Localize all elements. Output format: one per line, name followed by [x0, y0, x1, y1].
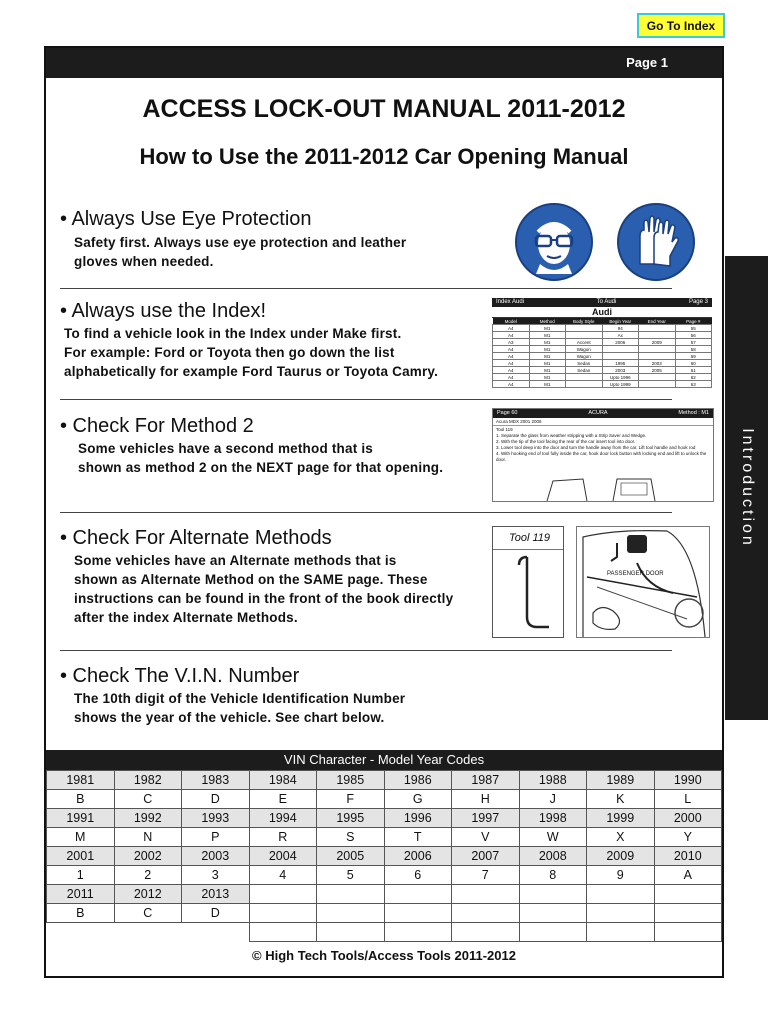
vin-code-cell [654, 904, 722, 923]
thumb-table-row [493, 332, 712, 339]
vin-code-cell: F [317, 790, 385, 809]
thumb-table-cell: A4 [493, 346, 530, 353]
thumb-column-header: Method [539, 318, 555, 324]
vin-code-cell: G [384, 790, 452, 809]
thumb-table-cell: 2005 [639, 367, 676, 374]
text-line: The 10th digit of the Vehicle Identification Number [74, 691, 406, 706]
thumb-table-cell: A4 [493, 381, 530, 388]
vin-table-header: VIN Character - Model Year Codes [46, 750, 722, 770]
thumb-table-cell: M1 [529, 325, 566, 332]
thumb-table-row [493, 381, 712, 388]
thumb-table-cell [639, 353, 676, 360]
side-tab-label: Introduction [738, 428, 756, 548]
thumb-table-cell: A4 [493, 332, 530, 339]
vin-empty-cell [384, 923, 452, 942]
thumb-step: Tool 119 [496, 427, 513, 432]
vin-year-cell: 1991 [47, 809, 115, 828]
vin-year-cell: 2011 [47, 885, 115, 904]
section-method2-heading: • Check For Method 2 [60, 415, 254, 437]
vin-code-cell: K [587, 790, 655, 809]
vin-code-cell: E [249, 790, 317, 809]
vin-year-cell: 1985 [317, 771, 385, 790]
thumb-header [493, 409, 713, 418]
thumb-table-cell: Upto 1996 [602, 374, 639, 381]
vin-year-cell: 2005 [317, 847, 385, 866]
vin-code-cell: D [182, 904, 250, 923]
divider [60, 399, 672, 400]
vin-code-cell: N [114, 828, 182, 847]
section-method2-text [78, 439, 443, 477]
thumb-table-cell: M1 [529, 381, 566, 388]
vin-year-row [47, 847, 722, 866]
thumb-table-cell: A4 [493, 353, 530, 360]
gloves-icon [616, 202, 696, 282]
thumb-table-cell [639, 325, 676, 332]
thumb-table-cell: Wagon [566, 346, 603, 353]
text-line: gloves when needed. [74, 254, 214, 269]
divider [60, 650, 672, 651]
vin-code-cell: 7 [452, 866, 520, 885]
page-subtitle: How to Use the 2011-2012 Car Opening Manual [139, 144, 629, 169]
vin-year-cell: 1989 [587, 771, 655, 790]
thumb-table-cell [566, 332, 603, 339]
vin-code-row [47, 790, 722, 809]
thumb-title: Page 60 [497, 410, 518, 416]
thumb-table-row [493, 346, 712, 353]
vin-code-cell [384, 904, 452, 923]
vin-code-cell: 3 [182, 866, 250, 885]
side-tab-introduction[interactable] [725, 256, 768, 720]
thumb-step: 1. Separate the glass from weather stripping with a Strip Saver and Wedge. [496, 433, 647, 438]
vin-year-cell: 1990 [654, 771, 722, 790]
text-line: instructions can be found in the front of the book directly [74, 591, 454, 606]
vin-year-cell [654, 885, 722, 904]
vin-year-cell: 2002 [114, 847, 182, 866]
vin-year-cell [452, 885, 520, 904]
thumb-table-cell: 58 [675, 346, 712, 353]
text-line: shown as Alternate Method on the SAME page. These [74, 572, 428, 587]
vin-year-cell [587, 885, 655, 904]
text-line: For example: Ford or Toyota then go down the list [64, 345, 395, 360]
thumb-table-row [493, 374, 712, 381]
thumb-table-row [493, 360, 712, 367]
tool-label: Tool 119 [509, 532, 550, 544]
vin-code-cell: 2 [114, 866, 182, 885]
thumb-table-cell: 2009 [639, 339, 676, 346]
page-header-bar [46, 48, 722, 78]
thumb-table-cell: 63 [675, 381, 712, 388]
divider [60, 512, 672, 513]
vin-empty-cell [182, 923, 250, 942]
vin-year-cell [317, 885, 385, 904]
thumb-table-cell: A4 [493, 360, 530, 367]
thumb-table-cell: M1 [529, 353, 566, 360]
thumb-title: ACURA [588, 410, 608, 416]
vin-year-cell: 1986 [384, 771, 452, 790]
vin-year-cell: 2012 [114, 885, 182, 904]
vin-code-row [47, 866, 722, 885]
thumb-table-cell: 2003 [639, 360, 676, 367]
thumb-table-cell: A4 [493, 367, 530, 374]
thumb-table-cell [602, 346, 639, 353]
thumb-table-cell: M1 [529, 346, 566, 353]
vin-code-cell: T [384, 828, 452, 847]
text-line: Safety first. Always use eye protection and leather [74, 235, 407, 250]
thumb-column-header: Model [504, 318, 517, 324]
vin-year-cell: 2001 [47, 847, 115, 866]
vin-year-cell: 1993 [182, 809, 250, 828]
thumb-title: Method : M1 [678, 410, 709, 416]
vin-year-cell: 1998 [519, 809, 587, 828]
vin-year-row [47, 771, 722, 790]
vin-year-cell: 2010 [654, 847, 722, 866]
vin-year-row [47, 885, 722, 904]
thumb-title: Index Audi [496, 299, 525, 305]
thumb-column-header: End Year [647, 318, 666, 324]
thumb-table-cell: 56 [675, 332, 712, 339]
vin-code-cell: S [317, 828, 385, 847]
thumb-table-cell [566, 325, 603, 332]
section-index-heading: • Always use the Index! [60, 300, 267, 322]
vin-year-cell: 1988 [519, 771, 587, 790]
thumb-table-cell: 62 [675, 374, 712, 381]
thumb-table-row [493, 325, 712, 332]
vin-code-row [47, 828, 722, 847]
method-page-thumbnail [492, 408, 714, 502]
vin-year-cell: 2000 [654, 809, 722, 828]
vin-empty-cell [587, 923, 655, 942]
vin-code-cell: 6 [384, 866, 452, 885]
thumb-table-cell: 2006 [602, 339, 639, 346]
vin-code-row [47, 904, 722, 923]
vin-code-cell: B [47, 904, 115, 923]
vin-empty-cell [47, 923, 115, 942]
thumb-table-cell: 60 [675, 360, 712, 367]
vin-code-cell: 5 [317, 866, 385, 885]
section-index-text [64, 324, 438, 381]
vin-year-cell: 1992 [114, 809, 182, 828]
vin-year-cell: 1981 [47, 771, 115, 790]
thumb-column-header: Begin Year [609, 318, 632, 324]
copyright: © High Tech Tools/Access Tools 2011-2012 [252, 948, 516, 963]
thumb-table-cell [566, 374, 603, 381]
thumb-table-cell: A3 [493, 339, 530, 346]
vin-year-code-table [46, 770, 722, 942]
thumb-table-cell [566, 381, 603, 388]
vin-year-cell [384, 885, 452, 904]
thumb-table-cell: A4 [493, 325, 530, 332]
vin-year-cell: 1987 [452, 771, 520, 790]
thumb-table-cell: 55 [675, 325, 712, 332]
thumb-table-cell [639, 381, 676, 388]
section-eye-protection-heading: • Always Use Eye Protection [60, 208, 312, 230]
thumb-table-cell: 2003 [602, 367, 639, 374]
vin-year-cell: 1997 [452, 809, 520, 828]
text-line: alphabetically for example Ford Taurus or Toyota Camry. [64, 364, 439, 379]
thumb-table-cell: M1 [529, 360, 566, 367]
section-alternate-text [74, 551, 453, 627]
thumb-table-cell [602, 353, 639, 360]
thumb-column-header: Page # [686, 318, 701, 324]
thumb-table-cell: Wagon [566, 353, 603, 360]
vin-code-cell: V [452, 828, 520, 847]
vin-code-cell: 8 [519, 866, 587, 885]
vin-year-cell: 1982 [114, 771, 182, 790]
thumb-title: To Audi [596, 299, 617, 305]
vin-year-cell: 2008 [519, 847, 587, 866]
vin-year-cell: 2007 [452, 847, 520, 866]
section-alternate-heading: • Check For Alternate Methods [60, 527, 332, 549]
vin-empty-cell [519, 923, 587, 942]
vin-year-row [47, 809, 722, 828]
vin-code-cell: B [47, 790, 115, 809]
vin-code-cell: X [587, 828, 655, 847]
thumb-table-row [493, 353, 712, 360]
thumb-table-cell: M1 [529, 374, 566, 381]
vin-code-cell: P [182, 828, 250, 847]
text-line: Some vehicles have a second method that is [78, 441, 373, 456]
thumb-table-cell: M1 [529, 367, 566, 374]
text-line: after the index Alternate Methods. [74, 610, 298, 625]
manual-page [44, 46, 724, 978]
vin-code-cell: J [519, 790, 587, 809]
vin-year-cell: 1983 [182, 771, 250, 790]
thumb-steps [493, 426, 713, 464]
vin-code-cell: 9 [587, 866, 655, 885]
page-number: Page 1 [626, 55, 668, 70]
thumb-step: 3. Lower tool deep into the door and turn the handle away from the car. Lift tool handle and hook rod [496, 445, 696, 450]
vin-code-cell: R [249, 828, 317, 847]
vin-empty-row [47, 923, 722, 942]
thumb-table-cell: 94 [602, 325, 639, 332]
thumb-table-cell [639, 346, 676, 353]
door-diagram-thumbnail [576, 526, 710, 638]
vin-year-cell: 2004 [249, 847, 317, 866]
vin-code-cell [587, 904, 655, 923]
vin-year-cell: 1984 [249, 771, 317, 790]
door-diagram [577, 527, 709, 637]
vin-code-cell: A [654, 866, 722, 885]
vin-code-cell: W [519, 828, 587, 847]
vin-empty-cell [317, 923, 385, 942]
thumb-table-cell: A4 [493, 374, 530, 381]
vin-code-cell: C [114, 790, 182, 809]
vin-code-cell: D [182, 790, 250, 809]
vin-code-cell: L [654, 790, 722, 809]
go-to-index-button[interactable]: Go To Index [637, 13, 725, 38]
door-label: PASSENGER DOOR [607, 571, 664, 577]
thumb-table-cell: Sedan [566, 367, 603, 374]
vin-year-cell: 2009 [587, 847, 655, 866]
thumb-table-cell: 59 [675, 353, 712, 360]
thumb-table-cell: M1 [529, 332, 566, 339]
vin-code-cell: C [114, 904, 182, 923]
vin-code-cell: Y [654, 828, 722, 847]
section-vin-heading: • Check The V.I.N. Number [60, 665, 300, 687]
thumb-column-header: Body Style [572, 318, 595, 324]
thumb-table-cell: Accent [566, 339, 603, 346]
thumb-index-table [492, 318, 712, 388]
vin-empty-cell [452, 923, 520, 942]
vin-code-cell: M [47, 828, 115, 847]
vin-year-cell [249, 885, 317, 904]
vin-code-cell [317, 904, 385, 923]
vin-code-cell: 4 [249, 866, 317, 885]
text-line: shows the year of the vehicle. See chart below. [74, 710, 385, 725]
vin-year-cell: 2006 [384, 847, 452, 866]
vin-year-cell: 1999 [587, 809, 655, 828]
thumb-table-cell: Sedan [566, 360, 603, 367]
index-page-thumbnail [492, 298, 712, 390]
thumb-table-row [493, 367, 712, 374]
vin-year-cell: 1996 [384, 809, 452, 828]
thumb-title: Page 3 [688, 299, 708, 305]
text-line: shown as method 2 on the NEXT page for that opening. [78, 460, 444, 475]
thumb-table-row [493, 339, 712, 346]
thumb-table-cell: 57 [675, 339, 712, 346]
thumb-table-cell: Ax [602, 332, 639, 339]
section-vin-text [74, 689, 405, 727]
thumb-table-cell: M1 [529, 339, 566, 346]
thumb-table-cell: Upto 1999 [602, 381, 639, 388]
vin-year-cell: 1995 [317, 809, 385, 828]
text-line: To find a vehicle look in the Index under Make first. [64, 326, 402, 341]
thumb-rule [493, 549, 563, 550]
vin-empty-cell [114, 923, 182, 942]
thumb-table-cell: 61 [675, 367, 712, 374]
vin-code-cell [249, 904, 317, 923]
thumb-step: 2. With the tip of the tool facing the rear of the car insert tool into door. [496, 439, 636, 444]
tool-119-thumbnail [492, 526, 564, 638]
vin-year-cell: 2013 [182, 885, 250, 904]
thumb-step: 4. With hooking end of tool fully inside the car, hook door lock button with locking end and lift to unlock the door. [496, 451, 707, 462]
vin-year-cell [519, 885, 587, 904]
thumb-table-cell [639, 332, 676, 339]
eye-protection-icon [514, 202, 594, 282]
vin-code-cell [519, 904, 587, 923]
vin-code-cell: 1 [47, 866, 115, 885]
vin-year-cell: 1994 [249, 809, 317, 828]
vin-code-cell [452, 904, 520, 923]
thumb-make: Audi [492, 307, 712, 318]
page-title: ACCESS LOCK-OUT MANUAL 2011-2012 [142, 95, 626, 123]
text-line: Some vehicles have an Alternate methods that is [74, 553, 397, 568]
vin-year-cell: 2003 [182, 847, 250, 866]
car-door-sketch [543, 475, 663, 501]
thumb-model: Acura MDX 2001 2006 [493, 418, 713, 426]
section-eye-protection-text [74, 233, 406, 271]
thumb-table-cell: 1995 [602, 360, 639, 367]
thumb-table-cell [639, 374, 676, 381]
vin-code-cell: H [452, 790, 520, 809]
tool-sketch [497, 555, 559, 633]
vin-empty-cell [654, 923, 722, 942]
thumb-header [492, 298, 712, 307]
divider [60, 288, 672, 289]
vin-empty-cell [249, 923, 317, 942]
